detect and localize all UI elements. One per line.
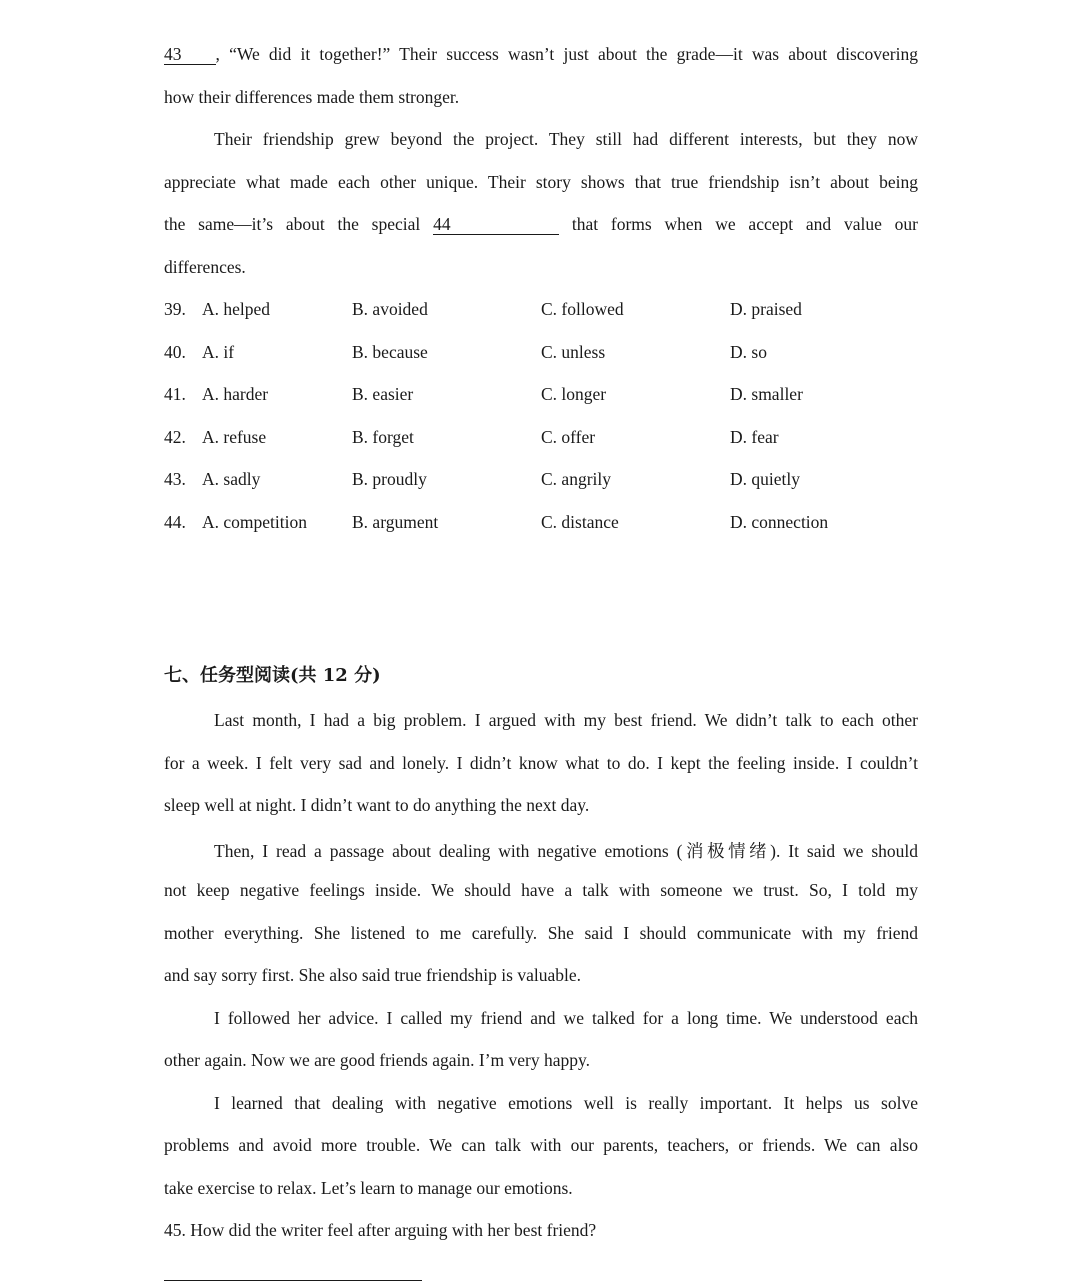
passage-p1-line-1: Last month, I had a big problem. I argued with my best friend. We didn’t talk to each other [214, 710, 918, 730]
passage-p4-line-2: problems and avoid more trouble. We can talk with our parents, teachers, or friends. We can also [164, 1135, 918, 1155]
option-b: B. proudly [352, 469, 427, 489]
option-number: 44. [164, 512, 186, 532]
option-c: C. unless [541, 342, 606, 362]
option-number: 41. [164, 384, 186, 404]
passage-p4-line-3: take exercise to relax. Let’s learn to manage our emotions. [164, 1178, 573, 1198]
option-a: A. competition [202, 512, 307, 532]
question-45: 45. How did the writer feel after arguing with her best friend? [164, 1220, 597, 1240]
option-d: D. fear [730, 427, 779, 447]
option-b: B. avoided [352, 299, 428, 319]
cloze-p2-line-4: differences. [164, 257, 246, 277]
passage-p2-line-4: and say sorry first. She also said true friendship is valuable. [164, 965, 581, 985]
passage-p2-line-1: Then, I read a passage about dealing with negative emotions (消极情绪). It said we should [214, 841, 918, 861]
option-b: B. argument [352, 512, 439, 532]
cloze-line-1 [164, 44, 918, 65]
option-number: 40. [164, 342, 186, 362]
option-number: 39. [164, 299, 186, 319]
option-a: A. harder [202, 384, 269, 404]
option-d: D. so [730, 342, 767, 362]
passage-p2-line-2: not keep negative feelings inside. We should have a talk with someone we trust. So, I told my [164, 880, 918, 900]
option-row-39 [164, 299, 924, 325]
cloze-p2-line-3-after: that forms when we accept and value our [571, 214, 918, 234]
passage-p1-line-2: for a week. I felt very sad and lonely. I didn’t know what to do. I kept the feeling inside. I couldn’t [164, 753, 918, 773]
option-row-42 [164, 427, 924, 453]
option-c: C. angrily [541, 469, 611, 489]
passage-p3-line-2: other again. Now we are good friends again. I’m very happy. [164, 1050, 591, 1070]
cloze-line-2: how their differences made them stronger. [164, 87, 460, 107]
passage-p4-line-1: I learned that dealing with negative emotions well is really important. It helps us solve [214, 1093, 918, 1113]
option-a: A. refuse [202, 427, 267, 447]
option-c: C. offer [541, 427, 596, 447]
passage-p1-line-3: sleep well at night. I didn’t want to do anything the next day. [164, 795, 590, 815]
option-row-44 [164, 512, 924, 538]
option-row-41 [164, 384, 924, 410]
option-b: B. forget [352, 427, 414, 447]
option-d: D. smaller [730, 384, 803, 404]
option-b: B. easier [352, 384, 414, 404]
option-d: D. quietly [730, 469, 800, 489]
option-a: A. helped [202, 299, 271, 319]
option-b: B. because [352, 342, 428, 362]
option-row-40 [164, 342, 924, 368]
option-row-43 [164, 469, 924, 495]
cloze-p2-line-1: Their friendship grew beyond the project. They still had different interests, but they now [214, 129, 918, 149]
option-c: C. distance [541, 512, 619, 532]
option-c: C. followed [541, 299, 624, 319]
passage-p2-line-3: mother everything. She listened to me carefully. She said I should communicate with my friend [164, 923, 918, 943]
blank-43: 43 [164, 45, 216, 65]
cloze-p2-line-3-before: the same—it’s about the special [164, 214, 421, 234]
cloze-line-1-text: , “We did it together!” Their success wasn’t just about the grade—it was about discovering [215, 44, 918, 64]
option-d: D. connection [730, 512, 829, 532]
cloze-p2-line-3 [164, 214, 918, 235]
passage-p3-line-1: I followed her advice. I called my friend and we talked for a long time. We understood each [214, 1008, 918, 1028]
option-number: 43. [164, 469, 186, 489]
answer-line-45[interactable] [164, 1280, 422, 1281]
option-c: C. longer [541, 384, 607, 404]
option-a: A. if [202, 342, 235, 362]
option-d: D. praised [730, 299, 802, 319]
option-number: 42. [164, 427, 186, 447]
section-title: 七、任务型阅读(共 12 分) [164, 665, 381, 686]
blank-44: 44 [433, 215, 559, 235]
option-a: A. sadly [202, 469, 261, 489]
cloze-p2-line-2: appreciate what made each other unique. Their story shows that true friendship isn’t about being [164, 172, 918, 192]
